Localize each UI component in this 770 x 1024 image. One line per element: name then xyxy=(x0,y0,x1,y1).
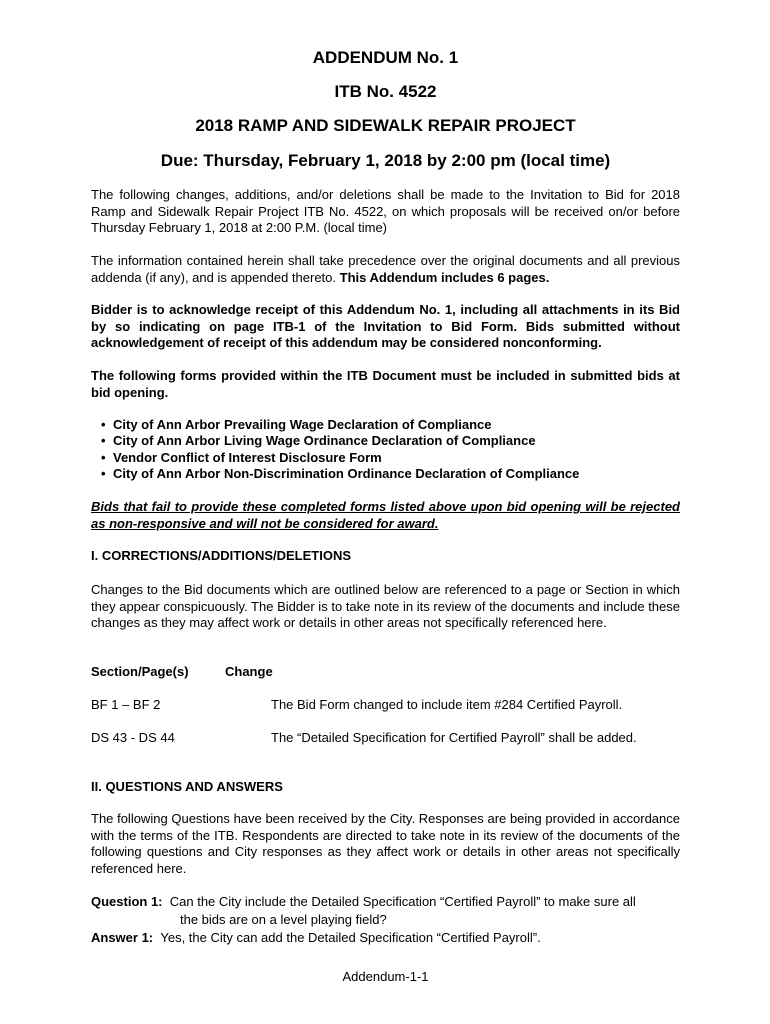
change-cell: The Bid Form changed to include item #284 Certified Payroll. xyxy=(271,697,623,712)
change-cell: The “Detailed Specification for Certified Payroll” shall be added. xyxy=(271,730,637,745)
answer-1 xyxy=(91,929,680,947)
itb-number: ITB No. 4522 xyxy=(334,82,437,101)
intro-paragraph: The following changes, additions, and/or deletions shall be made to the Invitation to Bid for 2018 Ramp and Sidewalk Repair Project ITB No. 4522, on which proposals will be received on/or before Thursday February 1, 2018 at 2:00 P.M. (local time) xyxy=(91,187,680,235)
bullet-icon: • xyxy=(101,465,106,481)
section-cell: DS 43 - DS 44 xyxy=(91,730,175,745)
question-label: Question 1: xyxy=(91,894,163,909)
question-1-continuation: the bids are on a level playing field? xyxy=(180,912,387,927)
project-title: 2018 RAMP AND SIDEWALK REPAIR PROJECT xyxy=(195,116,576,135)
section-1-heading: I. CORRECTIONS/ADDITIONS/DELETIONS xyxy=(91,548,352,563)
form-name: Vendor Conflict of Interest Disclosure Form xyxy=(113,449,382,465)
acknowledge-paragraph: Bidder is to acknowledge receipt of this Addendum No. 1, including all attachments in its Bid by so indicating on page ITB-1 of the Invitation to Bid Form. Bids submitted without acknowledgement of receipt of this addendum may be considered nonconforming. xyxy=(91,302,680,350)
forms-intro: The following forms provided within the ITB Document must be included in submitted bids at bid opening. xyxy=(91,368,680,400)
precedence-paragraph xyxy=(91,253,680,286)
bullet-icon: • xyxy=(101,449,106,465)
list-item xyxy=(91,450,680,466)
bullet-icon: • xyxy=(101,433,106,449)
question-1 xyxy=(91,893,680,911)
list-item xyxy=(91,417,680,433)
due-date: Due: Thursday, February 1, 2018 by 2:00 pm (local time) xyxy=(160,151,611,170)
page-count-note: This Addendum includes 6 pages. xyxy=(339,269,550,285)
section-1-body: Changes to the Bid documents which are outlined below are referenced to a page or Section in which they appear conspicuously. The Bidder is to take note in its review of the documents and include these changes as they may affect work or details in other areas not specifically referenced here. xyxy=(91,582,680,630)
list-item xyxy=(91,466,680,482)
section-2-heading: II. QUESTIONS AND ANSWERS xyxy=(91,779,283,794)
answer-text: Yes, the City can add the Detailed Specification “Certified Payroll”. xyxy=(160,930,541,945)
column-header-section: Section/Page(s) xyxy=(91,664,189,679)
rejection-warning: Bids that fail to provide these completed forms listed above upon bid opening will be rejected as non-responsive and will not be considered for award. xyxy=(91,499,680,531)
addendum-title: ADDENDUM No. 1 xyxy=(312,48,459,67)
list-item xyxy=(91,433,680,449)
required-forms-list xyxy=(91,417,680,482)
bullet-icon: • xyxy=(101,417,106,432)
form-name: City of Ann Arbor Prevailing Wage Declaration of Compliance xyxy=(113,417,492,432)
section-cell: BF 1 – BF 2 xyxy=(91,697,161,712)
page-footer: Addendum-1-1 xyxy=(342,969,429,984)
form-name: City of Ann Arbor Non-Discrimination Ordinance Declaration of Compliance xyxy=(113,465,580,481)
column-header-change: Change xyxy=(225,664,273,679)
section-2-body: The following Questions have been received by the City. Responses are being provided in accordance with the terms of the ITB. Respondents are directed to take note in its review of the documents of the following questions and City responses as they affect work or details in other areas not specifically referenced here. xyxy=(91,811,680,876)
form-name: City of Ann Arbor Living Wage Ordinance Declaration of Compliance xyxy=(113,433,536,449)
precedence-text: The information contained herein shall take precedence over the original documents and all previous addenda (if any), and is appended thereto. xyxy=(91,253,680,285)
question-text: Can the City include the Detailed Specification “Certified Payroll” to make sure all xyxy=(169,894,636,909)
answer-label: Answer 1: xyxy=(91,930,154,945)
